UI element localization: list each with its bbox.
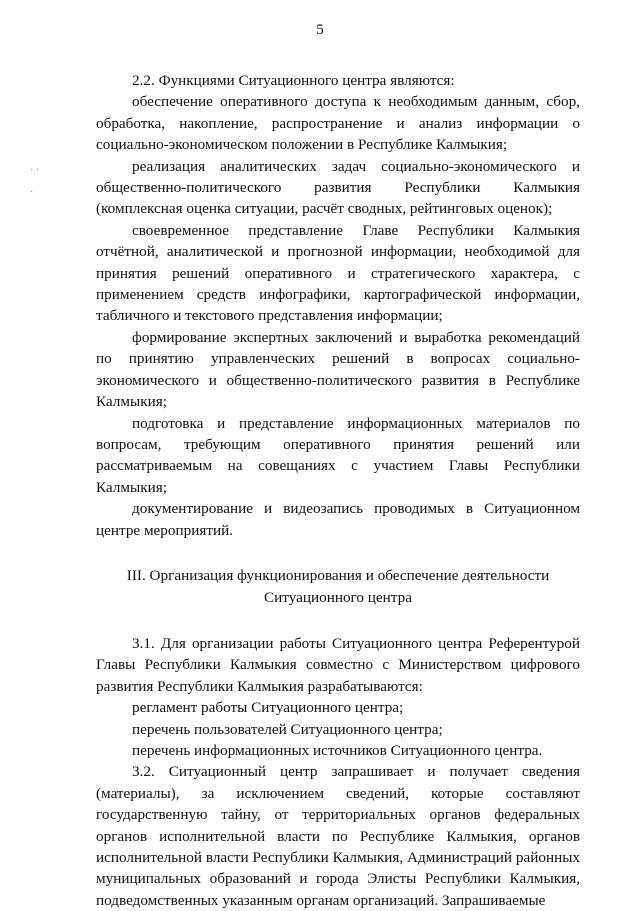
margin-scan-marks: · · · xyxy=(30,165,40,198)
list-item-expert-conclusions: формирование экспертных заключений и выработка рекомендаций по принятию управленческих решений в вопросах социально-экономического и общественно-политического развития в Республике Калмыкия; xyxy=(96,328,580,411)
clause-3-1: 3.1. Для организации работы Ситуационного центра Референтурой Главы Республики Калмыкия совместно с Министерством цифрового развития Республики Калмыкия разрабатываются: xyxy=(96,634,580,695)
list-item-analytics: реализация аналитических задач социально-экономического и общественно-политического развития Республики Калмыкия (комплексная оценка ситуации, расчёт сводных, рейтинговых оценок); xyxy=(96,157,580,218)
list-item-reporting: своевременное представление Главе Республики Калмыкия отчётной, аналитической и прогнозной информации, необходимой для принятия решений оперативного и стратегического характера, с применением средств инфографики, картографической информации, табличного и текстового представления информации; xyxy=(96,221,580,325)
section-heading-line-1: III. Организация функционирования и обеспечение деятельности xyxy=(126,566,550,584)
section-heading-line-2: Ситуационного центра xyxy=(264,588,412,606)
list-item-documentation: документирование и видеозапись проводимых в Ситуационном центре мероприятий. xyxy=(96,500,580,539)
page-number: 5 xyxy=(316,22,324,38)
list-item-sources: перечень информационных источников Ситуационного центра. xyxy=(132,741,543,759)
clause-3-2: 3.2. Ситуационный центр запрашивает и получает сведения (материалы), за исключением сведений, которые составляют государственную тайну, от территориальных органов федеральных органов исполнительной власти по Республике Калмыкия, органов исполнительной власти Республики Калмыкия, Администраций районных муниципальных образований и города Элисты Республики Калмыкия, подведомственных указанным органам организаций. Запрашиваемые xyxy=(96,763,580,909)
clause-2-2-heading: 2.2. Функциями Ситуационного центра являются: xyxy=(132,72,455,89)
list-item-regulations: регламент работы Ситуационного центра; xyxy=(132,699,404,717)
section-heading xyxy=(96,565,580,609)
list-item-data-access: обеспечение оперативного доступа к необходимым данным, сбор, обработка, накопление, распространение и анализ информации о социально-экономическом положении в Республике Калмыкия; xyxy=(96,93,580,154)
list-item-materials: подготовка и представление информационных материалов по вопросам, требующим оперативного принятия решений или рассматриваемым на совещаниях с участием Главы Республики Калмыкия; xyxy=(96,414,580,496)
list-item-users: перечень пользователей Ситуационного центра; xyxy=(132,720,443,738)
document-body xyxy=(96,70,580,911)
